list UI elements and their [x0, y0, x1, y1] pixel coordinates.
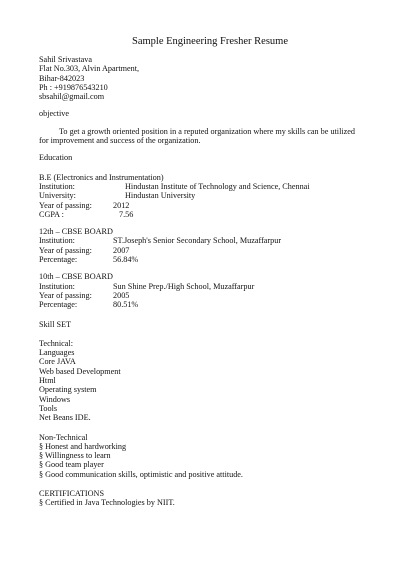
be-university-value: Hindustan University [125, 191, 196, 201]
tenth-year-label: Year of passing: [39, 290, 92, 300]
twelfth-institution-value: ST.Joseph's Senior Secondary School, Muzaffarpur [113, 236, 282, 246]
non-technical-item: § Good team player [39, 460, 104, 470]
non-technical-item: § Honest and hardworking [39, 441, 127, 451]
be-institution-value: Hindustan Institute of Technology and Science, Chennai [125, 181, 310, 191]
twelfth-percentage-label: Percentage: [39, 255, 78, 265]
contact-email: sbsahil@gmail.com [39, 92, 105, 102]
be-degree: B.E (Electronics and Instrumentation) [39, 172, 164, 182]
skills-heading: Skill SET [39, 319, 72, 329]
technical-item: Core JAVA [39, 357, 76, 367]
objective-heading: objective [39, 109, 70, 119]
education-section [39, 153, 381, 309]
tenth-institution-label: Institution: [39, 281, 75, 291]
certifications-heading: CERTIFICATIONS [39, 488, 105, 498]
twelfth-degree: 12th – CBSE BOARD [39, 227, 113, 237]
tenth-year-value: 2005 [113, 290, 130, 300]
tenth-row-year [39, 291, 381, 300]
twelfth-year-label: Year of passing: [39, 245, 92, 255]
be-row-year [39, 201, 381, 210]
tenth-institution-value: Sun Shine Prep./High School, Muzaffarpur [113, 281, 255, 291]
twelfth-row-percentage [39, 255, 381, 264]
be-institution-label: Institution: [39, 181, 75, 191]
certification-item: § Certified in Java Technologies by NIIT. [39, 498, 175, 508]
tenth-row-institution [39, 282, 381, 291]
be-cgpa-value: 7.56 [119, 209, 134, 219]
contact-address-line-2: Bihar-842023 [39, 73, 85, 83]
be-year-value: 2012 [113, 200, 130, 210]
contact-phone: Ph : +919876543210 [39, 82, 108, 92]
twelfth-institution-label: Institution: [39, 236, 75, 246]
education-heading: Education [39, 153, 73, 163]
technical-item: Languages [39, 348, 75, 358]
certifications-section [39, 489, 381, 508]
contact-block [39, 55, 381, 101]
be-university-label: University: [39, 191, 76, 201]
be-row-cgpa [39, 210, 381, 219]
tenth-degree: 10th – CBSE BOARD [39, 272, 113, 282]
technical-item: Windows [39, 394, 71, 404]
technical-item: Operating system [39, 385, 97, 395]
be-row-institution [39, 182, 381, 191]
objective-text-line-2: for improvement and success of the organization. [39, 136, 201, 146]
tenth-percentage-label: Percentage: [39, 300, 78, 310]
tenth-percentage-value: 80.51% [113, 300, 139, 310]
twelfth-row-year [39, 246, 381, 255]
twelfth-percentage-value: 56.84% [113, 255, 139, 265]
twelfth-row-institution [39, 236, 381, 245]
non-technical-item: § Good communication skills, optimistic and positive attitude. [39, 469, 243, 479]
tenth-row-percentage [39, 300, 381, 309]
skills-section [39, 320, 381, 479]
be-cgpa-label: CGPA : [39, 209, 64, 219]
technical-item: Tools [39, 403, 58, 413]
objective-text-1: To get a growth oriented position in a reputed organization where my skills can be utilized [59, 126, 355, 136]
technical-item: Html [39, 376, 56, 386]
technical-item: Web based Development [39, 366, 121, 376]
twelfth-year-value: 2007 [113, 245, 130, 255]
objective-section [39, 109, 381, 145]
technical-item: Net Beans IDE. [39, 413, 91, 423]
non-technical-heading: Non-Technical [39, 432, 88, 442]
contact-name: Sahil Srivastava [39, 55, 92, 64]
technical-heading: Technical: [39, 338, 73, 348]
be-row-university [39, 191, 381, 200]
contact-address-line-1: Flat No.303, Alvin Apartment, [39, 64, 140, 74]
document-title: Sample Engineering Fresher Resume [131, 36, 288, 47]
non-technical-item: § Willingness to learn [39, 451, 111, 461]
objective-text-line-1 [39, 127, 381, 136]
be-year-label: Year of passing: [39, 200, 92, 210]
